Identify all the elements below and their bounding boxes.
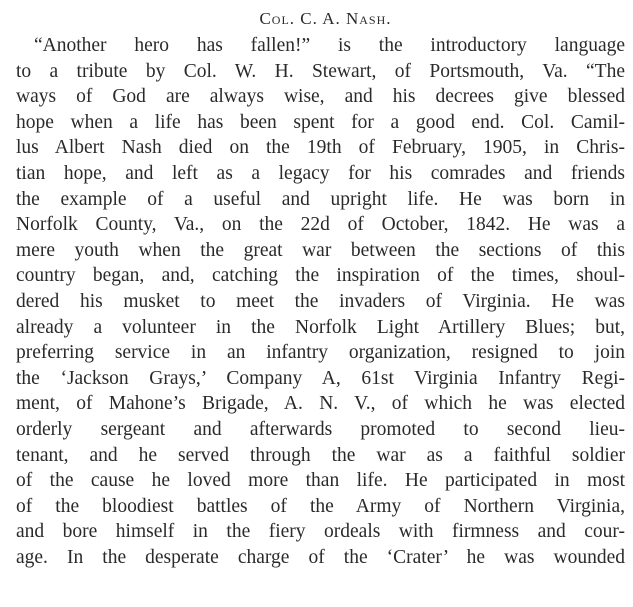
text-line: Norfolk County, Va., on the 22d of October, 1842. He was a [16,214,625,236]
text-line: and bore himself in the fiery ordeals with firmness and cour- [16,521,625,543]
text-line: of the cause he loved more than life. He participated in most [16,470,625,492]
text-line: age. In the desperate charge of the ‘Crater’ he was wounded [16,546,625,568]
text-line: to a tribute by Col. W. H. Stewart, of Portsmouth, Va. “The [16,60,625,82]
text-line: hope when a life has been spent for a good end. Col. Camil- [16,111,625,133]
text-line: dered his musket to meet the invaders of Virginia. He was [16,290,625,312]
text-line: tenant, and he served through the war as a faithful soldier [16,444,625,466]
text-line: country began, and, catching the inspiration of the times, shoul- [16,265,625,287]
text-line: ment, of Mahone’s Brigade, A. N. V., of which he was elected [16,393,625,415]
text-line: orderly sergeant and afterwards promoted to second lieu- [16,418,625,440]
text-line: tian hope, and left as a legacy for his comrades and friends [16,162,625,184]
text-line: “Another hero has fallen!” is the introductory language [34,35,625,56]
text-line: preferring service in an infantry organization, resigned to join [16,342,625,364]
text-line: mere youth when the great war between the sections of this [16,239,625,261]
text-line: of the bloodiest battles of the Army of Northern Virginia, [16,495,625,517]
text-line: lus Albert Nash died on the 19th of February, 1905, in Chris- [16,137,625,159]
text-line: already a volunteer in the Norfolk Light Artillery Blues; but, [16,316,625,338]
text-line: the ‘Jackson Grays,’ Company A, 61st Virginia Infantry Regi- [16,367,625,389]
article-body [16,33,625,570]
text-line: the example of a useful and upright life. He was born in [16,188,625,210]
article-title: Col. C. A. Nash. [259,9,392,28]
text-line: ways of God are always wise, and his decrees give blessed [16,86,625,108]
